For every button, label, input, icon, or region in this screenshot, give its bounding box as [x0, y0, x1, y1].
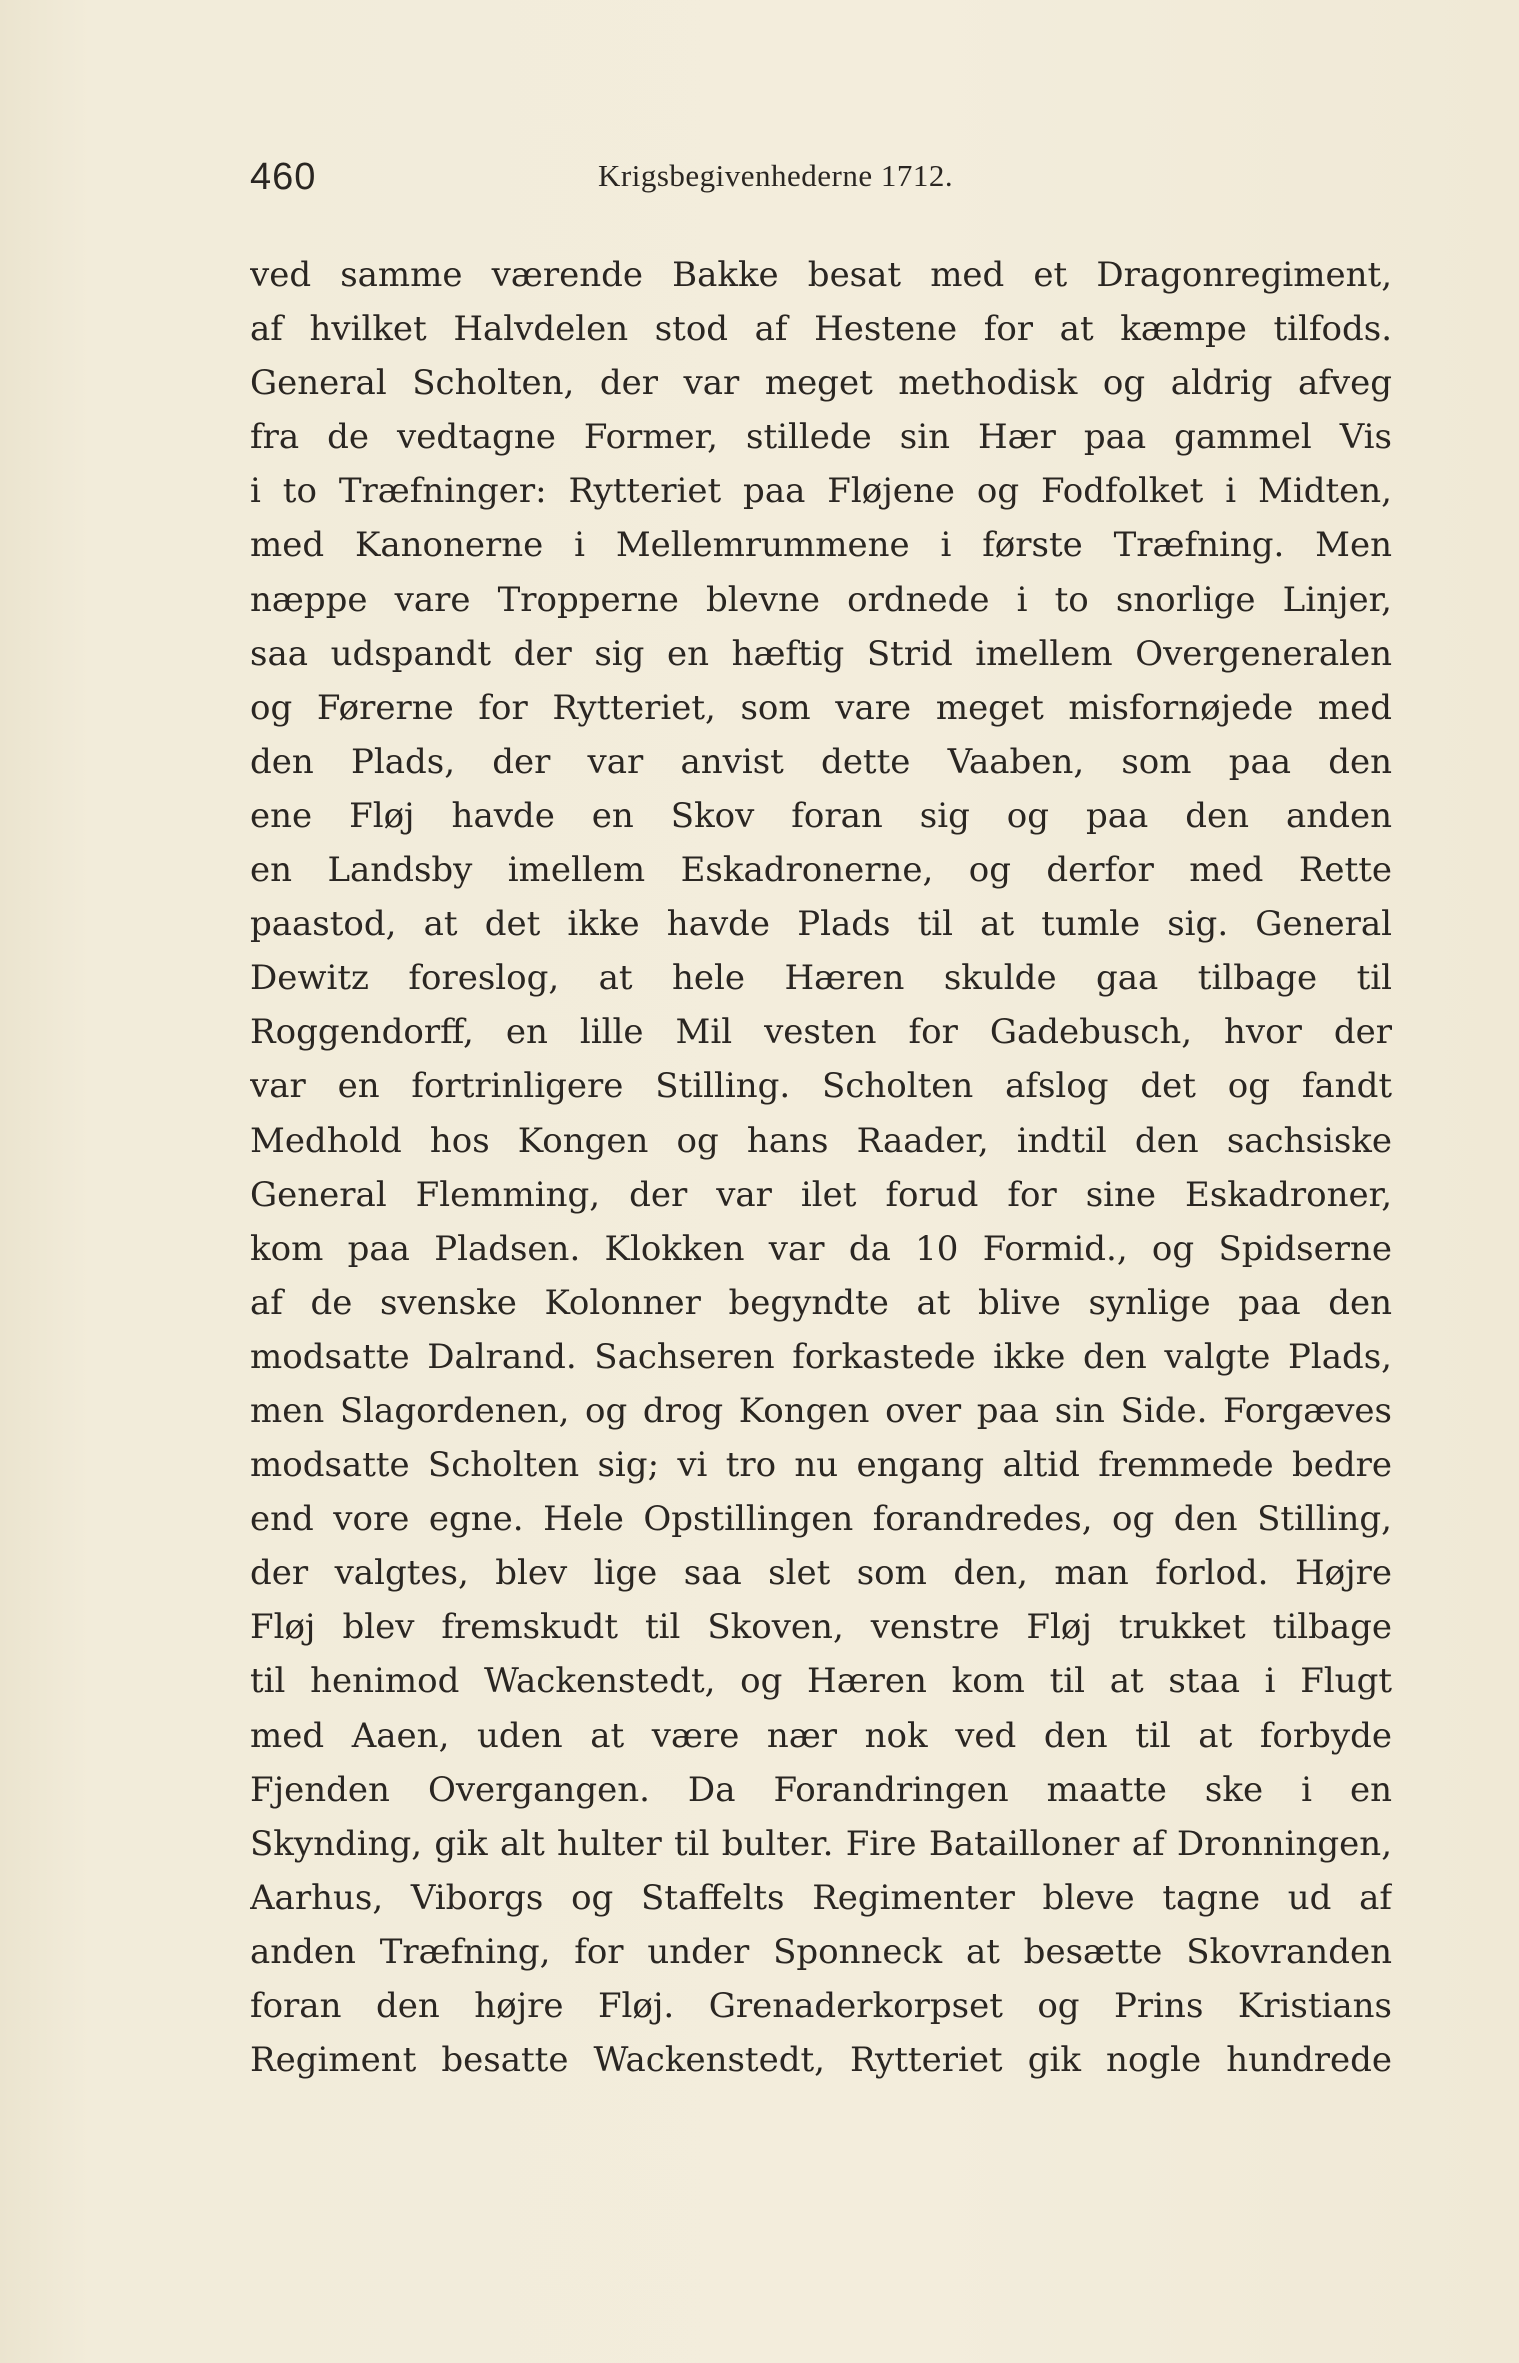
page-number: 460 [250, 156, 317, 198]
text-line: men Slagordenen, og drog Kongen over paa sin Side. Forgæves [250, 1390, 1392, 1431]
text-line: Medhold hos Kongen og hans Raader, indtil den sachsiske [250, 1120, 1392, 1161]
text-line: var en fortrinligere Stilling. Scholten afslog det og fandt [250, 1066, 1392, 1107]
text-line: den Plads, der var anvist dette Vaaben, som paa den [250, 741, 1392, 782]
text-line: næppe vare Tropperne blevne ordnede i to snorlige Linjer, [250, 579, 1392, 620]
text-line: General Scholten, der var meget methodisk og aldrig afveg [250, 363, 1392, 404]
text-line: en Landsby imellem Eskadronerne, og derfor med Rette [250, 850, 1392, 891]
text-line: kom paa Pladsen. Klokken var da 10 Formid., og Spidserne [250, 1228, 1392, 1269]
text-line: ene Fløj havde en Skov foran sig og paa den anden [250, 795, 1392, 836]
running-head: Krigsbegivenhederne 1712. [598, 158, 954, 193]
text-line: Aarhus, Viborgs og Staffelts Regimenter bleve tagne ud af [250, 1877, 1392, 1918]
text-line: Roggendorff, en lille Mil vesten for Gadebusch, hvor der [250, 1012, 1392, 1053]
text-line: foran den højre Fløj. Grenaderkorpset og Prins Kristians [250, 1986, 1392, 2026]
text-line: fra de vedtagne Former, stillede sin Hær paa gammel Vis [250, 417, 1392, 458]
page-header [250, 150, 1390, 210]
text-line: der valgtes, blev lige saa slet som den, man forlod. Højre [250, 1553, 1392, 1594]
text-line: modsatte Scholten sig; vi tro nu engang altid fremmede bedre [250, 1445, 1392, 1486]
text-line: med Aaen, uden at være nær nok ved den til at forbyde [250, 1715, 1392, 1756]
text-line: i to Træfninger: Rytteriet paa Fløjene og Fodfolket i Midten, [250, 471, 1392, 512]
text-line: modsatte Dalrand. Sachseren forkastede ikke den valgte Plads, [250, 1336, 1392, 1377]
text-line: Fløj blev fremskudt til Skoven, venstre Fløj trukket tilbage [250, 1607, 1392, 1648]
text-line: til henimod Wackenstedt, og Hæren kom til at staa i Flugt [250, 1661, 1392, 1702]
text-line: med Kanonerne i Mellemrummene i første Træfning. Men [250, 525, 1392, 566]
text-line: Dewitz foreslog, at hele Hæren skulde gaa tilbage til [250, 958, 1392, 999]
text-line: af de svenske Kolonner begyndte at blive synlige paa den [250, 1282, 1392, 1323]
text-line: og Førerne for Rytteriet, som vare meget misfornøjede med [250, 687, 1392, 728]
text-line: end vore egne. Hele Opstillingen forandredes, og den Stilling, [250, 1499, 1392, 1540]
text-line: General Flemming, der var ilet forud for sine Eskadroner, [250, 1174, 1392, 1215]
text-line: ved samme værende Bakke besat med et Dragonregiment, [250, 255, 1392, 295]
text-line: Fjenden Overgangen. Da Forandringen maatte ske i en [250, 1769, 1392, 1810]
text-line: saa udspandt der sig en hæftig Strid imellem Overgeneralen [250, 633, 1392, 674]
text-line: af hvilket Halvdelen stod af Hestene for at kæmpe tilfods. [250, 309, 1392, 350]
text-line: paastod, at det ikke havde Plads til at tumle sig. General [250, 904, 1392, 945]
body-text [250, 248, 1392, 2087]
text-line: Regiment besatte Wackenstedt, Rytteriet gik nogle hundrede [250, 2040, 1392, 2081]
text-line: anden Træfning, for under Sponneck at besætte Skovranden [250, 1931, 1392, 1972]
text-line: Skynding, gik alt hulter til bulter. Fire Batailloner af Dronningen, [250, 1823, 1392, 1864]
